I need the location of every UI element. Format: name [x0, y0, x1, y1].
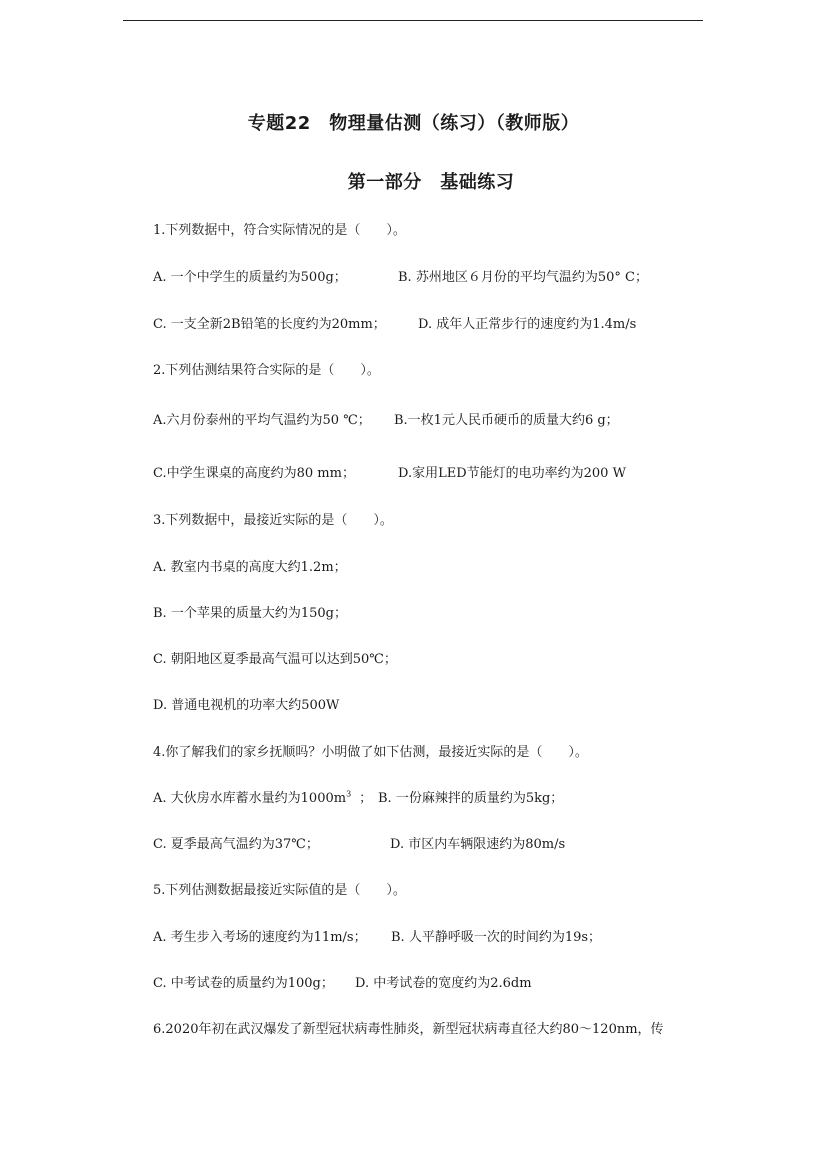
question-1-option-b: B. 苏州地区６月份的平均气温约为50° C；	[398, 270, 648, 285]
document-title: 专题22 物理量估测（练习）（教师版）	[247, 113, 580, 134]
question-3-stem: 3.下列数据中，最接近实际的是（ ）。	[153, 513, 393, 528]
question-3-option-b: B. 一个苹果的质量大约为150g；	[153, 606, 347, 621]
question-4-option-c: C. 夏季最高气温约为37℃；	[153, 837, 319, 852]
question-2-option-d: D.家用LED节能灯的电功率约为200 W	[398, 466, 626, 481]
question-4-option-a-exponent: 3	[346, 789, 352, 799]
question-4-option-a-text: A. 大伙房水库蓄水量约为1000m	[153, 791, 347, 806]
question-5-option-c: C. 中考试卷的质量约为100g；	[153, 976, 334, 991]
question-4-stem: 4.你了解我们的家乡抚顺吗？小明做了如下估测，最接近实际的是（ ）。	[153, 745, 588, 760]
question-1-option-a: A. 一个中学生的质量约为500g；	[153, 270, 347, 285]
question-3-option-a: A. 教室内书桌的高度大约1.2m；	[153, 560, 347, 575]
question-4-option-a	[153, 791, 372, 807]
question-3-option-c: C. 朝阳地区夏季最高气温可以达到50℃；	[153, 652, 397, 667]
question-2-option-a: A.六月份泰州的平均气温约为50 ℃；	[153, 413, 371, 428]
section-heading: 第一部分 基础练习	[347, 172, 515, 193]
question-5-option-b: B. 人平静呼吸一次的时间约为19s；	[391, 930, 602, 945]
question-3-option-d: D. 普通电视机的功率大约500W	[153, 698, 340, 713]
question-4-option-d: D. 市区内车辆限速约为80m/s	[390, 837, 566, 852]
question-6-stem: 6.2020年初在武汉爆发了新型冠状病毒性肺炎，新型冠状病毒直径大约80～120nm，传	[153, 1022, 664, 1037]
header-rule	[123, 20, 703, 21]
question-1-option-d: D. 成年人正常步行的速度约为1.4m/s	[418, 317, 637, 332]
question-5-stem: 5.下列估测数据最接近实际值的是（ ）。	[153, 883, 406, 898]
question-2-option-c: C.中学生课桌的高度约为80 mm；	[153, 466, 355, 481]
question-2-stem: 2.下列估测结果符合实际的是（ ）。	[153, 363, 380, 378]
question-1-option-c: C. 一支全新2B铅笔的长度约为20mm；	[153, 317, 386, 332]
question-5-option-a: A. 考生步入考场的速度约为11m/s；	[153, 930, 367, 945]
question-5-option-d: D. 中考试卷的宽度约为2.6dm	[355, 976, 532, 991]
question-2-option-b: B.一枚1元人民币硬币的质量大约6 g；	[394, 413, 619, 428]
question-1-stem: 1.下列数据中，符合实际情况的是（ ）。	[153, 223, 406, 238]
question-4-option-a-suffix: ；	[359, 791, 373, 806]
question-4-option-b: B. 一份麻辣拌的质量约为5kg；	[378, 791, 564, 806]
